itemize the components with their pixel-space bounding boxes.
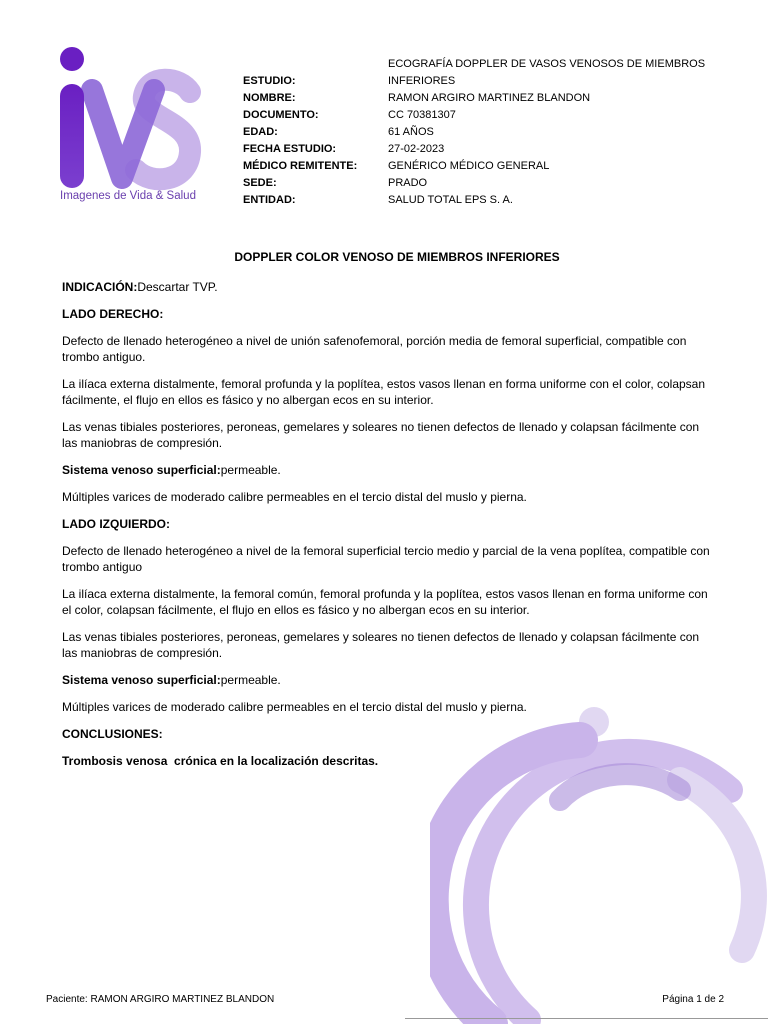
right-superficial-system: [62, 462, 712, 478]
patient-info-table: [243, 56, 708, 209]
info-row-fecha: [243, 141, 708, 158]
info-row-medico: [243, 158, 708, 175]
ivs-logo: [52, 40, 212, 210]
report-body: [62, 250, 712, 780]
info-key: ESTUDIO:: [243, 75, 296, 87]
indication-text: Descartar TVP.: [137, 280, 218, 294]
footer-page-number: Página 1 de 2: [662, 994, 724, 1005]
logo-tagline: Imagenes de Vida & Salud: [60, 190, 196, 202]
info-value: 61 AÑOS: [388, 126, 434, 138]
left-paragraph-4: Múltiples varices de moderado calibre permeables en el tercio distal del muslo y pierna.: [62, 700, 527, 714]
info-value: ECOGRAFÍA DOPPLER DE VASOS VENOSOS DE MIEMBROS INFERIORES: [388, 58, 706, 87]
info-row-sede: [243, 175, 708, 192]
footer-patient-name: Paciente: RAMON ARGIRO MARTINEZ BLANDON: [46, 994, 275, 1005]
right-side-heading: LADO DERECHO:: [62, 307, 164, 321]
info-key: SEDE:: [243, 177, 277, 189]
info-value: PRADO: [388, 177, 428, 189]
superficial-text: permeable.: [220, 673, 281, 687]
footer-divider: [405, 1018, 768, 1019]
superficial-text: permeable.: [220, 463, 281, 477]
info-row-entidad: [243, 192, 708, 209]
right-paragraph-1: Defecto de llenado heterogéneo a nivel de unión safenofemoral, porción media de femoral superficial, compatible con trombo antiguo.: [62, 334, 687, 364]
info-key: ENTIDAD:: [243, 194, 296, 206]
info-value: GENÉRICO MÉDICO GENERAL: [388, 160, 550, 172]
info-row-nombre: [243, 90, 708, 107]
superficial-label: Sistema venoso superficial:: [62, 463, 221, 477]
info-row-documento: [243, 107, 708, 124]
left-superficial-system: [62, 672, 712, 688]
conclusion-text: Trombosis venosa crónica en la localización descritas.: [62, 754, 379, 768]
indication-label: INDICACIÓN:: [62, 280, 138, 294]
right-paragraph-3: Las venas tibiales posteriores, peroneas, gemelares y soleares no tienen defectos de llenado y colapsan fácilmente con las maniobras de compresión.: [62, 420, 700, 450]
left-paragraph-1: Defecto de llenado heterogéneo a nivel de la femoral superficial tercio medio y parcial de la vena poplítea, compatible con trombo antiguo: [62, 544, 710, 574]
right-paragraph-4: Múltiples varices de moderado calibre permeables en el tercio distal del muslo y pierna.: [62, 490, 527, 504]
info-row-estudio: [243, 56, 708, 90]
right-paragraph-2: La ilíaca externa distalmente, femoral profunda y la poplítea, estos vasos llenan en forma uniforme con el color, colapsan fácilmente, el flujo en ellos es fásico y no albergan ecos en su interior.: [62, 377, 706, 407]
info-value: SALUD TOTAL EPS S. A.: [388, 194, 513, 206]
left-paragraph-3: Las venas tibiales posteriores, peroneas, gemelares y soleares no tienen defectos de llenado y colapsan fácilmente con las maniobras de compresión.: [62, 630, 700, 660]
info-key: NOMBRE:: [243, 92, 296, 104]
info-value: CC 70381307: [388, 109, 456, 121]
info-key: DOCUMENTO:: [243, 109, 319, 121]
info-key: MÉDICO REMITENTE:: [243, 160, 358, 172]
superficial-label: Sistema venoso superficial:: [62, 673, 221, 687]
info-value: 27-02-2023: [388, 143, 445, 155]
info-row-edad: [243, 124, 708, 141]
left-paragraph-2: La ilíaca externa distalmente, la femoral común, femoral profunda y la poplítea, estos vasos llenan en forma uniforme con el color, colapsan fácilmente, el flujo en ellos es fásico y no albergan ecos en su interior.: [62, 587, 708, 617]
conclusions-heading: CONCLUSIONES:: [62, 727, 163, 741]
info-key: FECHA ESTUDIO:: [243, 143, 337, 155]
report-title: DOPPLER COLOR VENOSO DE MIEMBROS INFERIORES: [234, 250, 560, 264]
indication: [62, 279, 712, 295]
info-key: EDAD:: [243, 126, 278, 138]
info-value: RAMON ARGIRO MARTINEZ BLANDON: [388, 92, 591, 104]
left-side-heading: LADO IZQUIERDO:: [62, 517, 170, 531]
